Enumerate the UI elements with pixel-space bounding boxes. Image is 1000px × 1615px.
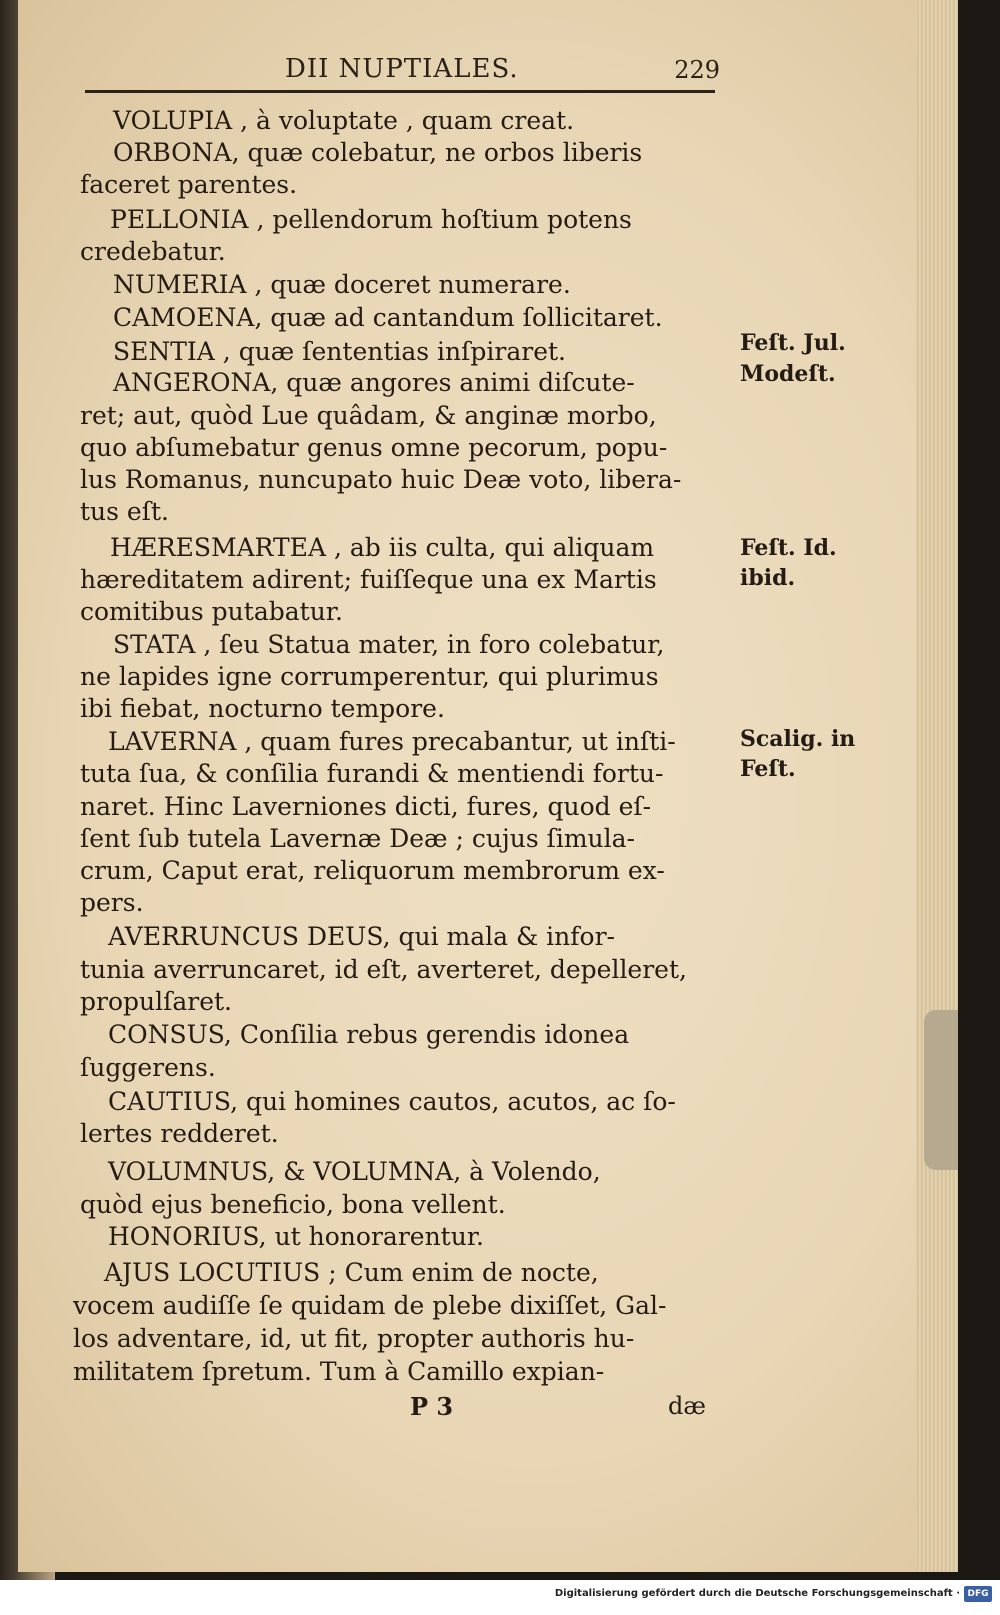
page-edges: [916, 0, 958, 1572]
text-line: ANGERONA, quæ angores animi diſcute-: [113, 368, 635, 397]
text-line: propulſaret.: [80, 987, 233, 1016]
text-line: quo abſumebatur genus omne pecorum, popu-: [80, 433, 668, 462]
catchword: dæ: [668, 1392, 706, 1420]
text-line: ſuggerens.: [80, 1053, 216, 1082]
text-line: tuta ſua, & conſilia furandi & mentiendi fortu-: [80, 759, 664, 788]
text-line: hæreditatem adirent; fuiſſeque una ex Martis: [80, 565, 657, 594]
text-line: lertes redderet.: [80, 1119, 279, 1148]
text-line: LAVERNA , quam fures precabantur, ut inſti-: [108, 727, 676, 756]
text-line: STATA , ſeu Statua mater, in foro colebatur,: [113, 630, 665, 659]
text-line: los adventare, id, ut fit, propter authoris hu-: [73, 1324, 635, 1353]
footer-bar: [0, 1580, 1000, 1615]
margin-note: Feſt. Id.: [740, 535, 837, 561]
text-line: SENTIA , quæ ſententias inſpiraret.: [113, 337, 567, 366]
text-line: quòd ejus beneficio, bona vellent.: [80, 1190, 506, 1219]
text-line: pers.: [80, 888, 144, 917]
text-line: AVERRUNCUS DEUS, qui mala & infor-: [108, 922, 615, 951]
text-line: HÆRESMARTEA , ab iis culta, qui aliquam: [110, 533, 655, 562]
digitization-credit: Digitalisierung gefördert durch die Deutsche Forschungsgemeinschaft ·: [554, 1588, 960, 1599]
page-header: [80, 52, 720, 92]
text-line: ne lapides igne corrumperentur, qui plurimus: [80, 662, 659, 691]
text-line: tus eſt.: [80, 497, 169, 526]
text-line: VOLUMNUS, & VOLUMNA, à Volendo,: [108, 1157, 601, 1186]
page-clip: [924, 1010, 958, 1170]
text-line: VOLUPIA , à voluptate , quam creat.: [113, 106, 575, 135]
header-rule: [85, 90, 715, 93]
text-line: tunia averruncaret, id eſt, averteret, depelleret,: [80, 955, 687, 984]
text-line: faceret parentes.: [80, 170, 298, 199]
text-line: naret. Hinc Laverniones dicti, fures, quod eſ-: [80, 792, 652, 821]
text-line: vocem audiſſe ſe quidam de plebe dixiſſet, Gal-: [73, 1291, 667, 1320]
margin-note: Feſt.: [740, 756, 796, 782]
text-line: ſent ſub tutela Lavernæ Deæ ; cujus ſimula-: [80, 824, 635, 853]
text-line: comitibus putabatur.: [80, 597, 343, 626]
running-title: DII NUPTIALES.: [285, 54, 519, 84]
text-line: PELLONIA , pellendorum hoſtium potens: [110, 205, 632, 234]
text-line: ret; aut, quòd Lue quâdam, & anginæ morbo,: [80, 401, 657, 430]
text-line: credebatur.: [80, 237, 226, 266]
margin-note: ibid.: [740, 565, 796, 591]
page-number: 229: [674, 56, 720, 84]
text-line: AJUS LOCUTIUS ; Cum enim de nocte,: [104, 1258, 599, 1287]
dfg-logo: DFG: [964, 1586, 992, 1602]
text-line: CONSUS, Conſilia rebus gerendis idonea: [108, 1020, 630, 1049]
text-line: crum, Caput erat, reliquorum membrorum ex-: [80, 856, 665, 885]
text-line: militatem ſpretum. Tum à Camillo expian-: [73, 1357, 605, 1386]
signature-mark: P 3: [410, 1392, 454, 1421]
text-line: CAMOENA, quæ ad cantandum ſollicitaret.: [113, 303, 663, 332]
margin-note: Scalig. in: [740, 726, 856, 752]
margin-note: Feſt. Jul.: [740, 330, 846, 356]
text-line: ibi fiebat, nocturno tempore.: [80, 694, 445, 723]
text-line: NUMERIA , quæ doceret numerare.: [113, 270, 571, 299]
text-line: HONORIUS, ut honorarentur.: [108, 1222, 484, 1251]
text-line: ORBONA, quæ colebatur, ne orbos liberis: [113, 138, 643, 167]
text-line: CAUTIUS, qui homines cautos, acutos, ac ſo-: [108, 1087, 676, 1116]
text-line: lus Romanus, nuncupato huic Deæ voto, libera-: [80, 465, 682, 494]
margin-note: Modeſt.: [740, 361, 836, 387]
